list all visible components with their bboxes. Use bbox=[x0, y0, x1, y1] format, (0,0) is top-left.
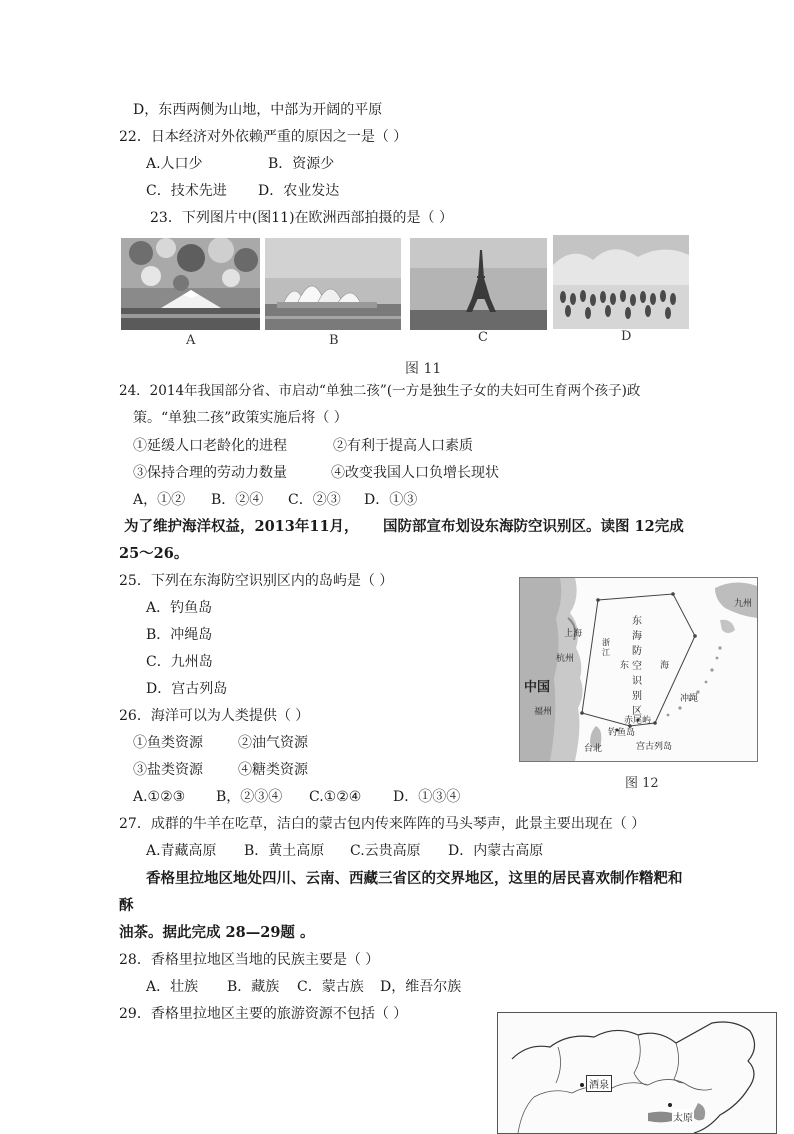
q24-statement-4: ④改变我国人口负增长现状 bbox=[331, 465, 499, 481]
map-label-diaoyu: 钓鱼岛 bbox=[608, 728, 636, 738]
east-china-sea-adiz-map bbox=[519, 577, 758, 762]
q22-stem: 22．日本经济对外依赖严重的原因之一是（ ） bbox=[119, 129, 408, 145]
q26-option-b: B，②③④ bbox=[216, 789, 283, 805]
q28-stem: 28．香格里拉地区当地的民族主要是（ ） bbox=[119, 952, 380, 968]
map-label-adiz: 东海防空识别区 bbox=[632, 616, 642, 717]
map-label-china: 中国 bbox=[524, 680, 551, 695]
china-outline-map bbox=[497, 1012, 777, 1134]
intro-28-29-line2: 酥 bbox=[119, 897, 134, 914]
photo-label-a: A bbox=[186, 333, 196, 348]
q25-option-d: D．宫古列岛 bbox=[146, 681, 228, 697]
q21-option-d: D，东西两侧为山地，中部为开阔的平原 bbox=[133, 102, 383, 118]
q25-option-a: A．钓鱼岛 bbox=[146, 600, 213, 616]
q24-statement-2: ②有利于提高人口素质 bbox=[333, 438, 473, 454]
photo-d-penguins bbox=[553, 235, 689, 329]
map-label-shanghai: 上海 bbox=[564, 629, 583, 639]
q24-statement-3: ③保持合理的劳动力数量 bbox=[133, 465, 287, 481]
q24-stem-line1: 24．2014年我国部分省、市启动“单独二孩”(一方是独生子女的夫妇可生育两个孩子)政 bbox=[119, 383, 641, 399]
map-label-taiyuan: 太原 bbox=[672, 1109, 694, 1124]
photo-c-eiffel-tower bbox=[410, 238, 547, 330]
q28-option-d: D，维吾尔族 bbox=[380, 979, 462, 995]
map-label-okinawa: 冲绳 bbox=[680, 694, 699, 704]
q24-option-b: B．②④ bbox=[211, 492, 264, 508]
figure-12-caption: 图 12 bbox=[625, 776, 659, 791]
map-label-chiweiyu: 赤尾屿 bbox=[624, 716, 652, 726]
q24-stem-line2: 策。“单独二孩”政策实施后将（ ） bbox=[133, 410, 348, 426]
q23-stem: 23．下列图片中(图11)在欧洲西部拍摄的是（ ） bbox=[150, 210, 454, 226]
map-label-fuzhou: 福州 bbox=[534, 707, 553, 717]
q27-option-a: A.青藏高原 bbox=[146, 843, 217, 859]
q22-option-d: D．农业发达 bbox=[258, 183, 340, 199]
q22-option-c: C．技术先进 bbox=[146, 183, 227, 199]
intro-28-29-line1: 香格里拉地区地处四川、云南、西藏三省区的交界地区，这里的居民喜欢制作糌粑和 bbox=[146, 870, 683, 887]
map-label-sea-dong: 东 bbox=[620, 661, 630, 671]
map-label-hangzhou: 杭州 bbox=[556, 654, 575, 664]
q28-option-b: B．藏族 bbox=[227, 979, 280, 995]
q26-option-c: C.①②④ bbox=[309, 789, 362, 805]
intro-25-26-line1a: 为了维护海洋权益，2013年11月， bbox=[124, 518, 359, 535]
intro-25-26-line1b: 国防部宣布划设东海防空识别区。读图 12完成 bbox=[383, 518, 684, 535]
q28-option-c: C．蒙古族 bbox=[297, 979, 364, 995]
map-label-taipei: 台北 bbox=[584, 744, 603, 754]
q22-option-a: A.人口少 bbox=[146, 156, 203, 172]
q28-option-a: A．壮族 bbox=[146, 979, 199, 995]
q25-option-b: B．冲绳岛 bbox=[146, 627, 213, 643]
photo-a-mountain-blossoms bbox=[121, 238, 260, 330]
q24-statement-1: ①延缓人口老龄化的进程 bbox=[133, 438, 287, 454]
q26-statement-3: ③盐类资源 bbox=[133, 762, 203, 778]
figure-11-caption: 图 11 bbox=[405, 361, 442, 377]
q27-option-d: D．内蒙古高原 bbox=[448, 843, 544, 859]
q29-stem: 29．香格里拉地区主要的旅游资源不包括（ ） bbox=[119, 1006, 408, 1022]
q26-statement-2: ②油气资源 bbox=[238, 735, 308, 751]
q26-statement-1: ①鱼类资源 bbox=[133, 735, 203, 751]
map-label-miyako: 宫古列岛 bbox=[636, 742, 673, 752]
photo-label-b: B bbox=[329, 333, 339, 348]
map-label-jiuquan: 酒泉 bbox=[586, 1075, 612, 1092]
q24-option-c: C．②③ bbox=[288, 492, 341, 508]
intro-28-29-line3: 油茶。据此完成 28—29题 。 bbox=[119, 924, 315, 941]
q24-option-d: D．①③ bbox=[364, 492, 418, 508]
photo-b-opera-house bbox=[265, 238, 401, 330]
photo-label-d: D bbox=[621, 329, 632, 344]
q26-option-d: D．①③④ bbox=[393, 789, 461, 805]
q27-stem: 27．成群的牛羊在吃草，洁白的蒙古包内传来阵阵的马头琴声，此景主要出现在（ ） bbox=[119, 816, 646, 832]
q24-option-a: A，①② bbox=[133, 492, 186, 508]
intro-25-26-line2: 25～26。 bbox=[119, 545, 189, 562]
map-label-zhejiang: 浙江 bbox=[602, 638, 610, 657]
q26-option-a: A.①②③ bbox=[133, 789, 186, 805]
q26-statement-4: ④糖类资源 bbox=[238, 762, 308, 778]
q25-stem: 25．下列在东海防空识别区内的岛屿是（ ） bbox=[119, 573, 394, 589]
map-label-sea-hai: 海 bbox=[660, 661, 670, 671]
q27-option-c: C.云贵高原 bbox=[350, 843, 421, 859]
q25-option-c: C．九州岛 bbox=[146, 654, 213, 670]
map-label-kyushu: 九州 bbox=[734, 599, 753, 609]
q27-option-b: B．黄土高原 bbox=[244, 843, 325, 859]
q26-stem: 26．海洋可以为人类提供（ ） bbox=[119, 708, 310, 724]
photo-label-c: C bbox=[478, 330, 488, 345]
q22-option-b: B．资源少 bbox=[268, 156, 335, 172]
